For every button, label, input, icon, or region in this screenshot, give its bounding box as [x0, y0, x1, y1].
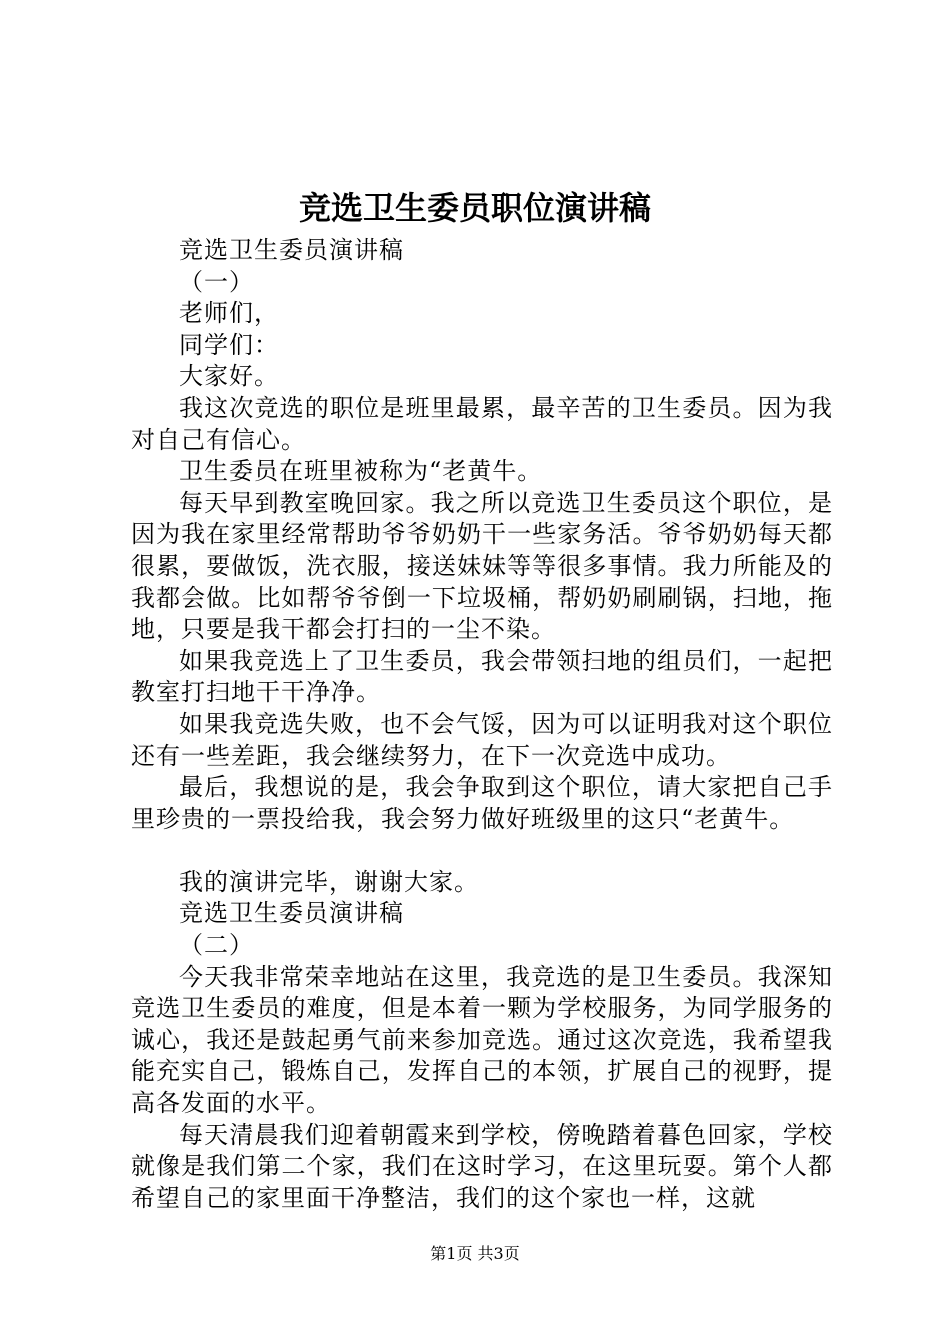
section-number: （二） [179, 931, 254, 960]
section-number: （一） [179, 267, 254, 296]
section-heading: 竞选卫生委员演讲稿 [179, 899, 404, 928]
paragraph: 如果我竞选上了卫生委员，我会带领扫地的组员们，一起把教室打扫地干干净净。 [131, 646, 833, 707]
paragraph: 每天清晨我们迎着朝霞来到学校，傍晚踏着暮色回家，学校就像是我们第二个家，我们在这时学习，在这里玩耍。第个人都希望自己的家里面干净整洁，我们的这个家也一样，这就 [131, 1120, 833, 1212]
greeting: 大家好。 [179, 362, 279, 391]
salutation: 同学们： [179, 330, 279, 359]
paragraph: 今天我非常荣幸地站在这里，我竞选的是卫生委员。我深知竞选卫生委员的难度，但是本着一颗为学校服务，为同学服务的诚心，我还是鼓起勇气前来参加竞选。通过这次竞选，我希望我能充实自己，锻炼自己，发挥自己的本领，扩展自己的视野，提高各发面的水平。 [131, 962, 833, 1118]
section-heading: 竞选卫生委员演讲稿 [179, 236, 404, 264]
paragraph: 卫生委员在班里被称为“老黄牛。 [179, 457, 543, 486]
page-footer: 第1页 共3页 [430, 1244, 520, 1263]
paragraph: 如果我竞选失败，也不会气馁，因为可以证明我对这个职位还有一些差距，我会继续努力，在下一次竞选中成功。 [131, 709, 833, 770]
paragraph: 每天早到教室晚回家。我之所以竞选卫生委员这个职位，是因为我在家里经常帮助爷爷奶奶干一些家务活。爷爷奶奶每天都很累，要做饭，洗衣服，接送妹妹等等很多事情。我力所能及的我都会做。比如帮爷爷倒一下垃圾桶，帮奶奶刷刷锅，扫地，拖地，只要是我干都会打扫的一尘不染。 [131, 488, 833, 644]
salutation: 老师们， [179, 299, 279, 328]
paragraph: 最后，我想说的是，我会争取到这个职位，请大家把自己手里珍贵的一票投给我，我会努力做好班级里的这只“老黄牛。 [131, 773, 833, 833]
blank-line [131, 835, 833, 867]
document-title: 竞选卫生委员职位演讲稿 [298, 189, 651, 227]
document-body [131, 235, 833, 1214]
closing-line: 我的演讲完毕，谢谢大家。 [179, 867, 479, 896]
paragraph: 我这次竞选的职位是班里最累，最辛苦的卫生委员。因为我对自己有信心。 [131, 393, 833, 454]
